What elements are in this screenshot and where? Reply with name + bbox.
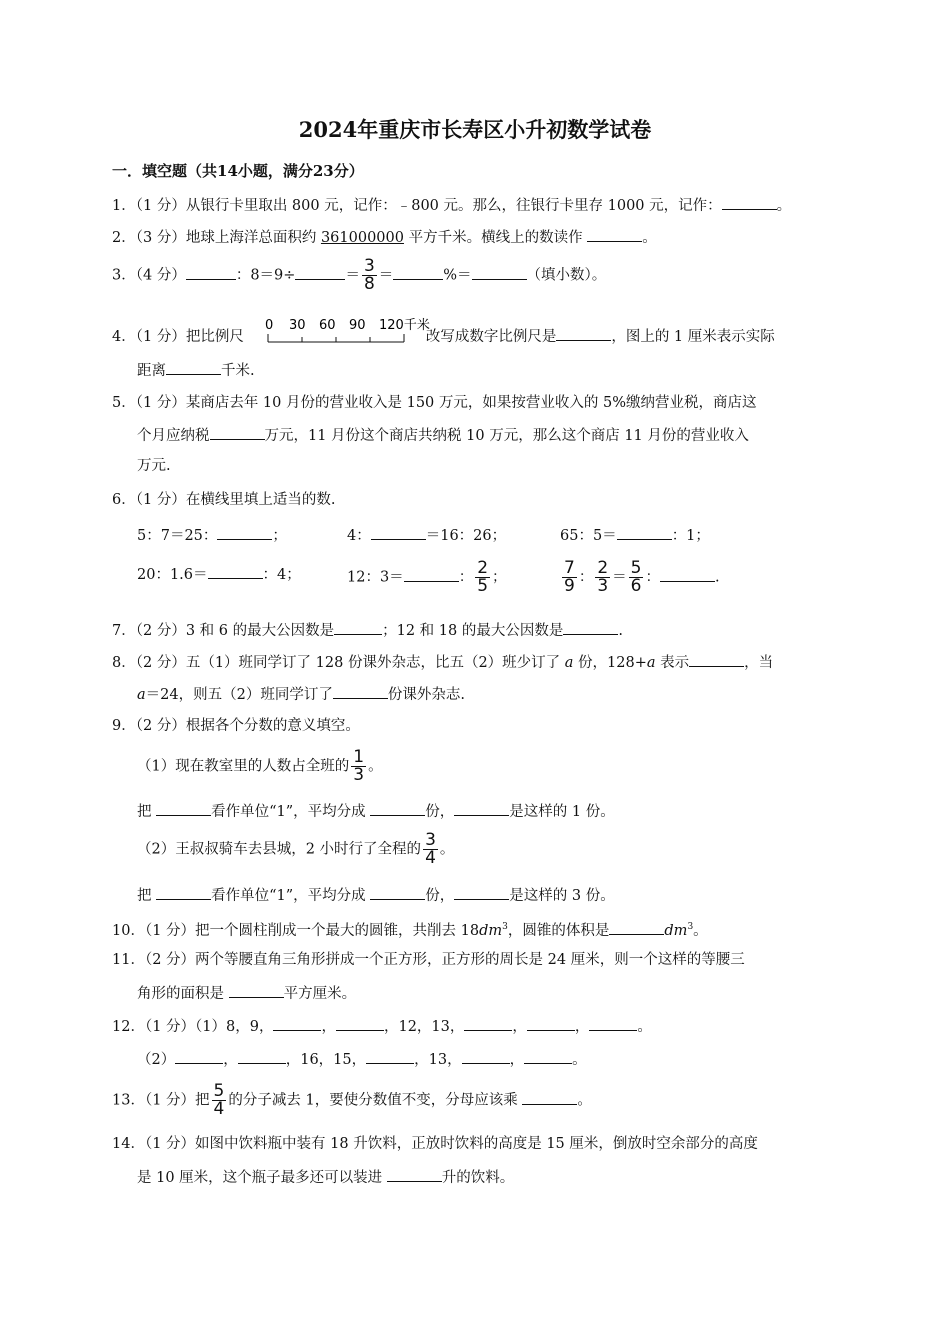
answer-blank[interactable] xyxy=(587,227,642,242)
answer-blank[interactable] xyxy=(589,1016,637,1031)
answer-blank[interactable] xyxy=(722,195,777,210)
question-7: 7．（2 分）3 和 6 的最大公因数是 ；12 和 18 的最大公因数是 . xyxy=(112,620,623,641)
answer-blank[interactable] xyxy=(393,265,443,280)
answer-blank[interactable] xyxy=(454,801,509,816)
question-4-line-2: 距离 千米. xyxy=(137,360,255,381)
question-8-line-2: a＝24，则五（2）班同学订了 份课外杂志. xyxy=(137,684,465,705)
answer-blank[interactable] xyxy=(156,801,211,816)
answer-blank[interactable] xyxy=(387,1167,442,1182)
question-9-part-1-fill: 把 看作单位“1”，平均分成 份， 是这样的 1 份。 xyxy=(137,801,615,822)
answer-blank[interactable] xyxy=(563,620,618,635)
question-2: 2．（3 分）地球上海洋总面积约 361000000 平方千米。横线上的数读作 。 xyxy=(112,227,657,248)
page-title: 2024年重庆市长寿区小升初数学试卷 xyxy=(298,117,652,142)
fraction: $\frac{5}{4}$ xyxy=(213,1081,225,1119)
fraction: $\frac{5}{6}$ xyxy=(630,558,642,596)
answer-blank[interactable] xyxy=(238,1049,286,1064)
answer-blank[interactable] xyxy=(527,1016,575,1031)
answer-blank[interactable] xyxy=(464,1016,512,1031)
ratio-item: 65：5＝ ：1； xyxy=(560,525,710,546)
answer-blank[interactable] xyxy=(295,265,345,280)
scale-label: 120千米 xyxy=(379,318,430,333)
line-scale-bar xyxy=(262,316,442,348)
fraction: $\frac{2}{3}$ xyxy=(597,558,609,596)
fraction: $\frac{2}{5}$ xyxy=(477,558,489,596)
scale-label: 30 xyxy=(289,318,306,333)
answer-blank[interactable] xyxy=(166,360,221,375)
scale-label: 90 xyxy=(349,318,366,333)
ratio-item: $\frac{7}{9}$ ： $\frac{2}{3}$ ＝ $\frac{5}{6}$ ： . xyxy=(564,558,720,596)
answer-blank[interactable] xyxy=(371,525,426,540)
answer-blank[interactable] xyxy=(370,885,425,900)
answer-blank[interactable] xyxy=(556,326,611,341)
question-3: 3．（4 分） ：8＝9÷ ＝ $\frac{3}{8}$ ＝ %＝ （填小数）。 xyxy=(112,256,607,294)
question-10: 10．（1 分）把一个圆柱削成一个最大的圆锥，共削去 $18dm^3$，圆锥的体积是 $dm^3$。 xyxy=(112,917,708,941)
question-11-line-1: 11．（2 分）两个等腰直角三角形拼成一个正方形，正方形的周长是 24 厘米，则一个这样的等腰三 xyxy=(112,952,745,968)
answer-blank[interactable] xyxy=(217,525,272,540)
answer-blank[interactable] xyxy=(462,1049,510,1064)
answer-blank[interactable] xyxy=(333,684,388,699)
underlined-number: 361000000 xyxy=(320,230,404,246)
question-9: 9．（2 分）根据各个分数的意义填空。 xyxy=(112,718,360,734)
answer-blank[interactable] xyxy=(366,1049,414,1064)
question-5-line-2: 个月应纳税 万元，11 月份这个商店共纳税 10 万元，那么这个商店 11 月份的营业收入 xyxy=(137,425,749,446)
answer-blank[interactable] xyxy=(660,567,715,582)
ratio-item: 4： ＝16：26； xyxy=(347,525,506,546)
ratio-item: 20：1.6＝ ：4； xyxy=(137,564,301,585)
question-6: 6．（1 分）在横线里填上适当的数. xyxy=(112,492,336,508)
question-14-line-1: 14．（1 分）如图中饮料瓶中装有 18 升饮料，正放时饮料的高度是 15 厘米，倒放时空余部分的高度 xyxy=(112,1136,758,1152)
question-1: 1．（1 分）从银行卡里取出 800 元，记作：﹣800 元。那么，往银行卡里存 1000 元，记作： 。 xyxy=(112,195,791,216)
answer-blank[interactable] xyxy=(689,652,744,667)
scale-label: 60 xyxy=(319,318,336,333)
answer-blank[interactable] xyxy=(175,1049,223,1064)
question-8-line-1: 8．（2 分）五（1）班同学订了 128 份课外杂志，比五（2）班少订了 a 份，128+a 表示 ，当 xyxy=(112,652,773,673)
answer-blank[interactable] xyxy=(522,1090,577,1105)
fraction: $\frac{1}{3}$ xyxy=(353,747,365,785)
question-13: 13．（1 分）把 $\frac{5}{4}$ 的分子减去 1，要使分数值不变，分母应该乘 。 xyxy=(112,1081,592,1119)
answer-blank[interactable] xyxy=(156,885,211,900)
answer-blank[interactable] xyxy=(273,1016,321,1031)
answer-blank[interactable] xyxy=(617,525,672,540)
answer-blank[interactable] xyxy=(454,885,509,900)
ratio-item: 12：3＝ ： $\frac{2}{5}$ ； xyxy=(347,558,507,596)
answer-blank[interactable] xyxy=(336,1016,384,1031)
question-5-line-1: 5．（1 分）某商店去年 10 月份的营业收入是 150 万元，如果按营业收入的 5%缴纳营业税，商店这 xyxy=(112,395,757,411)
answer-blank[interactable] xyxy=(524,1049,572,1064)
answer-blank[interactable] xyxy=(334,620,382,635)
section-heading: 一．填空题（共14小题，满分23分） xyxy=(112,162,364,180)
question-4-line-1: 4．（1 分）把比例尺 改写成数字比例尺是 ，图上的 1 厘米表示实际 xyxy=(112,326,775,347)
answer-blank[interactable] xyxy=(404,567,459,582)
fraction: $\frac{3}{4}$ xyxy=(425,830,436,868)
question-9-part-2: （2）王叔叔骑车去县城，2 小时行了全程的 $\frac{3}{4}$ 。 xyxy=(137,830,455,868)
fraction: $\frac{3}{8}$ xyxy=(363,256,375,294)
answer-blank[interactable] xyxy=(210,425,265,440)
question-9-part-2-fill: 把 看作单位“1”，平均分成 份， 是这样的 3 份。 xyxy=(137,885,615,906)
question-14-line-2: 是 10 厘米，这个瓶子最多还可以装进 升的饮料。 xyxy=(137,1167,514,1188)
question-11-line-2: 角形的面积是 平方厘米。 xyxy=(137,983,356,1004)
answer-blank[interactable] xyxy=(186,265,236,280)
question-9-part-1: （1）现在教室里的人数占全班的 $\frac{1}{3}$ 。 xyxy=(137,747,383,785)
scale-label: 0 xyxy=(265,318,274,333)
question-12-line-2: （2） ， ，16，15， ，13， ， 。 xyxy=(137,1049,587,1070)
answer-blank[interactable] xyxy=(229,983,284,998)
answer-blank[interactable] xyxy=(472,265,527,280)
fraction: $\frac{7}{9}$ xyxy=(564,558,575,596)
question-12-line-1: 12．（1 分）（1）8，9， ， ，12，13， ， ， 。 xyxy=(112,1016,652,1037)
answer-blank[interactable] xyxy=(370,801,425,816)
ratio-item: 5：7＝25： ； xyxy=(137,525,287,546)
question-5-line-3: 万元. xyxy=(137,458,171,474)
answer-blank[interactable] xyxy=(208,564,263,579)
answer-blank[interactable] xyxy=(609,920,664,935)
